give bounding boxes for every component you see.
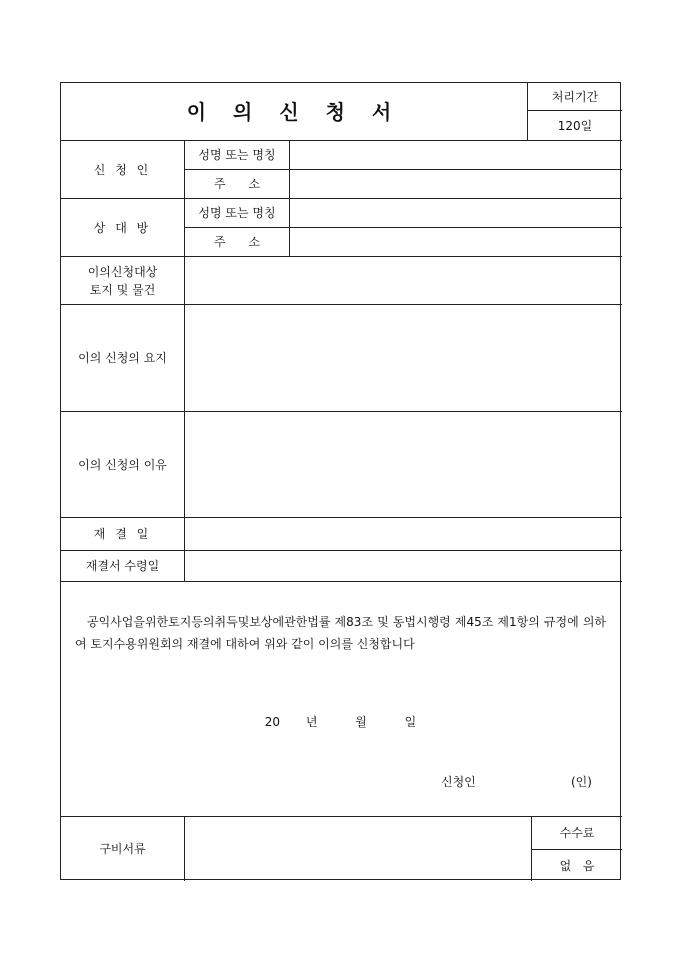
- signer-label: 신청인: [441, 775, 476, 789]
- date-day: 일: [404, 715, 417, 729]
- applicant-name-label: 성명 또는 명칭: [198, 148, 276, 162]
- declaration-statement: 공익사업을위한토지등의취득및보상에관한법률 제83조 및 동법시행령 제45조 제1항의 규정에 의하여 토지수용위원회의 재결에 대하여 위와 같이 이의를 신청합니다: [75, 615, 606, 651]
- counterparty-name-field[interactable]: [290, 199, 622, 227]
- date-month: 월: [355, 715, 367, 729]
- counterparty-label: 상 대 방: [93, 220, 152, 235]
- fee-value: 없 음: [559, 858, 595, 873]
- date-line: [61, 713, 620, 730]
- divider: [61, 581, 622, 582]
- target-field[interactable]: [185, 257, 622, 304]
- target-label: [61, 257, 184, 304]
- target-label-line1: 이의신청대상: [87, 264, 158, 279]
- reason-field[interactable]: [185, 412, 622, 517]
- counterparty-address-label: 주 소: [213, 235, 261, 249]
- applicant-name-field[interactable]: [290, 141, 622, 169]
- documents-label: 구비서류: [99, 842, 146, 856]
- summary-label: 이의 신청의 요지: [78, 351, 167, 365]
- counterparty-name-label: 성명 또는 명칭: [198, 206, 276, 220]
- date-year-prefix: 20: [264, 715, 280, 729]
- decision-date-label: 재 결 일: [93, 527, 152, 541]
- counterparty-address-field[interactable]: [290, 228, 622, 256]
- processing-period-value: 120일: [557, 118, 593, 133]
- form-title: 이 의 신 청 서: [186, 99, 402, 124]
- applicant-label: 신 청 인: [93, 162, 152, 177]
- date-year: 년: [305, 715, 318, 729]
- receipt-date-field[interactable]: [185, 551, 622, 581]
- seal-label: (인): [571, 775, 592, 789]
- summary-field[interactable]: [185, 305, 622, 411]
- applicant-address-field[interactable]: [290, 170, 622, 198]
- reason-label: 이의 신청의 이유: [78, 457, 167, 472]
- applicant-address-label: 주 소: [213, 177, 261, 191]
- processing-period-label: 처리기간: [551, 89, 599, 104]
- receipt-date-label: 재결서 수령일: [85, 559, 160, 573]
- documents-field[interactable]: [185, 817, 531, 881]
- decision-date-field[interactable]: [185, 518, 622, 550]
- target-label-line2: 토지 및 물건: [89, 282, 156, 297]
- fee-label: 수수료: [559, 826, 595, 840]
- objection-application-form: [60, 82, 621, 880]
